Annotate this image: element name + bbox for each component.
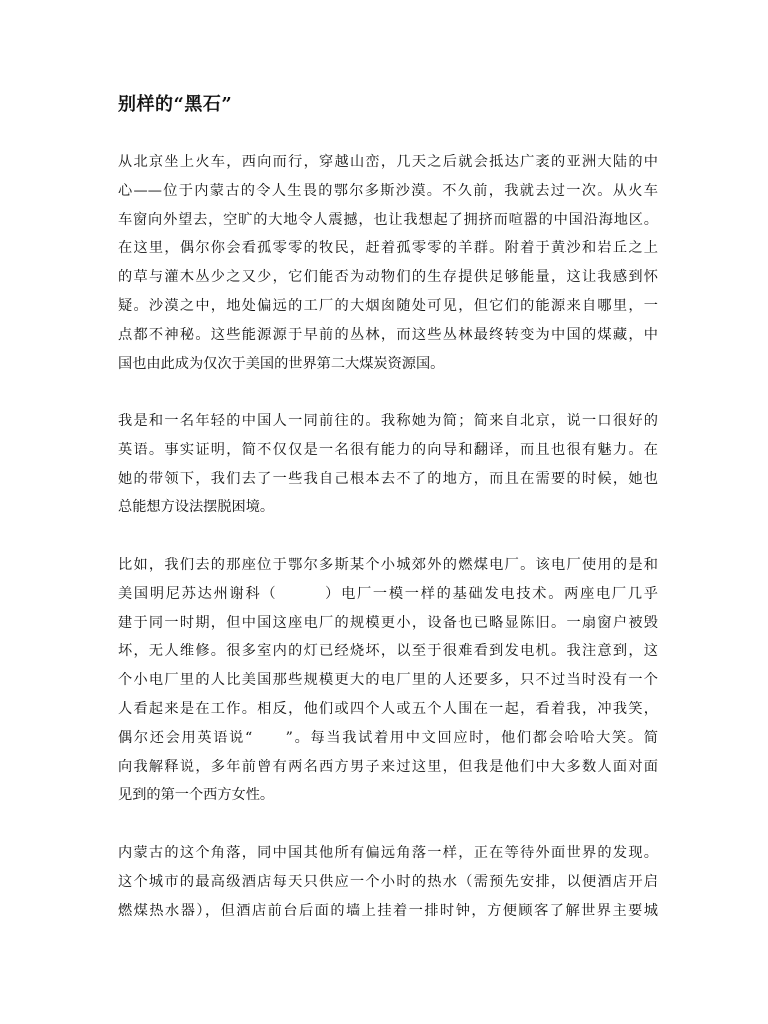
- text-line: 车窗向外望去，空旷的大地令人震撼，也让我想起了拥挤而喧嚣的中国沿海地区。: [118, 211, 658, 228]
- text-line: 疑。沙漠之中，地处偏远的工厂的大烟囱随处可见，但它们的能源来自哪里，一: [118, 297, 658, 314]
- text-line: 我是和一名年轻的中国人一同前往的。我称她为简；简来自北京，说一口很好的: [118, 413, 658, 429]
- text-line: 坏，无人维修。很多室内的灯已经烧坏，以至于很难看到发电机。我注意到，这: [118, 643, 658, 660]
- text-line: 她的带领下，我们去了一些我自己根本去不了的地方，而且在需要的时候，她也: [118, 470, 658, 487]
- text-line: 见到的第一个西方女性。: [118, 787, 275, 804]
- text-line: 内蒙古的这个角落，同中国其他所有偏远角落一样，正在等待外面世界的发现。: [118, 845, 658, 861]
- text-line: 点都不神秘。这些能源源于早前的丛林，而这些丛林最终转变为中国的煤藏，中: [118, 326, 658, 343]
- paragraph-1: [118, 148, 658, 378]
- text-line: 国也由此成为仅次于美国的世界第二大煤炭资源国。: [118, 355, 445, 372]
- text-line: 比如，我们去的那座位于鄂尔多斯某个小城郊外的燃煤电厂。该电厂使用的是和: [118, 557, 658, 573]
- text-line: 在这里，偶尔你会看孤零零的牧民，赶着孤零零的羊群。附着于黄沙和岩丘之上: [118, 240, 658, 257]
- text-line: 美国明尼苏达州谢科（ ）电厂一模一样的基础发电技术。两座电厂几乎: [118, 585, 658, 602]
- text-line: 偶尔还会用英语说“ ”。每当我试着用中文回应时，他们都会哈哈大笑。简: [118, 729, 658, 746]
- paragraph-2: [118, 407, 658, 522]
- text-line: 向我解释说，多年前曾有两名西方男子来过这里，但我是他们中大多数人面对面: [118, 758, 658, 775]
- text-line: 从北京坐上火车，西向而行，穿越山峦，几天之后就会抵达广袤的亚洲大陆的中: [118, 154, 658, 170]
- text-line: 人看起来是在工作。相反，他们或四个人或五个人围在一起，看着我，冲我笑，: [118, 700, 658, 717]
- text-line: 个小电厂里的人比美国那些规模更大的电厂里的人还要多，只不过当时没有一个: [118, 672, 658, 689]
- paragraph-4: [118, 839, 658, 925]
- text-line: 总能想方设法摆脱困境。: [118, 499, 275, 516]
- text-line: 的草与灌木丛少之又少，它们能否为动物们的生存提供足够能量，这让我感到怀: [118, 269, 658, 286]
- text-line: 这个城市的最高级酒店每天只供应一个小时的热水（需预先安排，以便酒店开启: [118, 873, 658, 890]
- text-line: 燃煤热水器），但酒店前台后面的墙上挂着一排时钟，方便顾客了解世界主要城: [118, 902, 658, 919]
- paragraph-3: [118, 551, 658, 810]
- text-line: 心——位于内蒙古的令人生畏的鄂尔多斯沙漠。不久前，我就去过一次。从火车: [118, 182, 658, 199]
- text-line: 英语。事实证明，简不仅仅是一名很有能力的向导和翻译，而且也很有魅力。在: [118, 441, 658, 458]
- article-title: 别样的“黑石”: [118, 94, 233, 115]
- text-line: 建于同一时期，但中国这座电厂的规模更小，设备也已略显陈旧。一扇窗户被毁: [118, 614, 658, 631]
